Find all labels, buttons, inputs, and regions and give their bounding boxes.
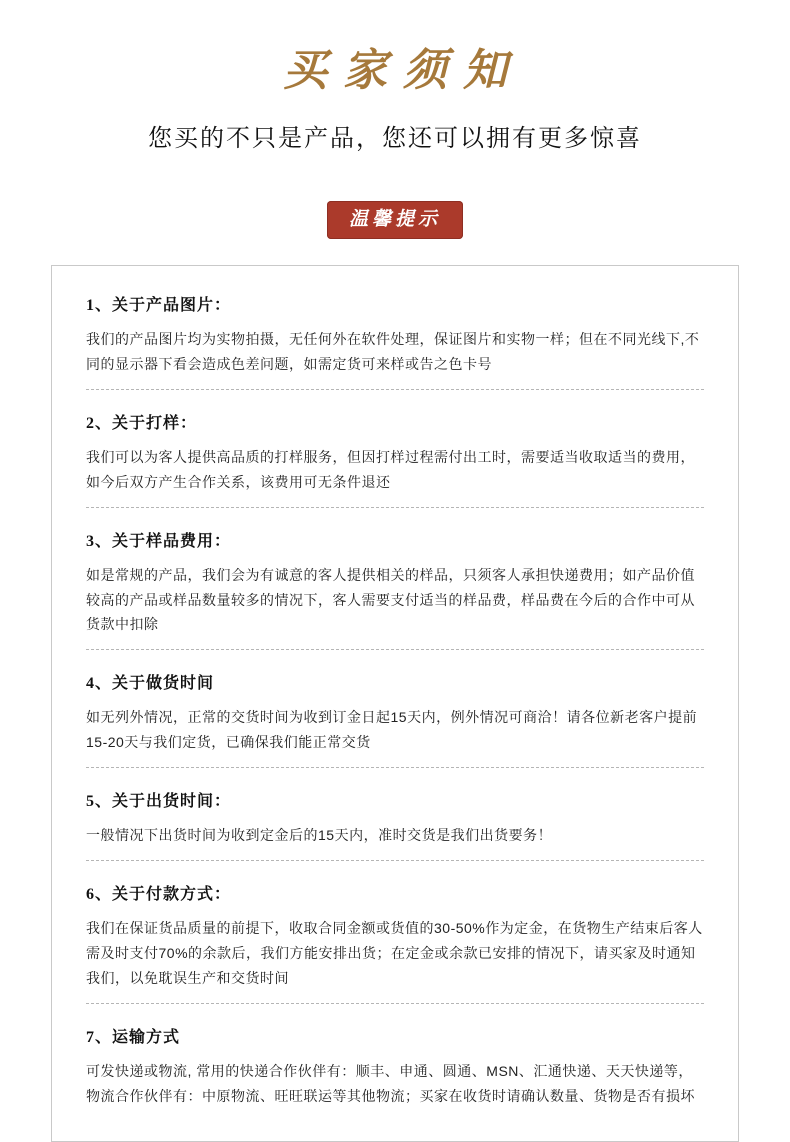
section-body: 我们的产品图片均为实物拍摄，无任何外在软件处理，保证图片和实物一样；但在不同光线下,不同的显示器下看会造成色差问题，如需定货可来样或告之色卡号 [86,331,700,372]
notice-section-payment-method [86,861,704,1004]
section-heading: 1、关于产品图片： [86,297,232,314]
notice-section-transport-method [86,1004,704,1121]
notice-section-production-time [86,650,704,768]
page-title: 买家须知 [283,45,523,96]
notice-section-sample-fee [86,508,704,651]
notice-section-proofing [86,390,704,508]
section-body: 一般情况下出货时间为收到定金后的15天内，准时交货是我们出货要务！ [86,827,553,844]
warm-tip-badge: 温馨提示 [327,201,463,239]
page-subtitle: 您买的不只是产品，您还可以拥有更多惊喜 [148,125,642,152]
section-body: 我们在保证货品质量的前提下，收取合同金额或货值的30-50%作为定金，在货物生产结束后客人需及时支付70%的余款后，我们方能安排出货；在定金或余款已安排的情况下，请买家及时通知我们，以免耽误生产和交货时间 [86,920,703,986]
section-heading: 6、关于付款方式： [86,886,232,904]
section-body: 我们可以为客人提供高品质的打样服务，但因打样过程需付出工时，需要适当收取适当的费用，如今后双方产生合作关系，该费用可无条件退还 [86,448,695,490]
section-body: 可发快递或物流, 常用的快递合作伙伴有：顺丰、申通、圆通、MSN、汇通快递、天天快递等，物流合作伙伴有：中原物流、旺旺联运等其他物流；买家在收货时请确认数量、货物是否有损坏 [86,1062,695,1104]
section-body: 如是常规的产品，我们会为有诚意的客人提供相关的样品，只须客人承担快递费用；如产品价值较高的产品或样品数量较多的情况下，客人需要支付适当的样品费，样品费在今后的合作中可从货款中扣除 [86,566,695,633]
section-heading: 7、运输方式 [86,1028,181,1046]
section-heading: 4、关于做货时间 [86,675,215,693]
section-heading: 3、关于样品费用： [86,532,232,550]
section-body: 如无列外情况，正常的交货时间为收到订金日起15天内，例外情况可商洽！请各位新老客户提前15-20天与我们定货，已确保我们能正常交货 [86,709,698,751]
notice-box [51,265,739,1142]
section-heading: 2、关于打样： [86,414,198,432]
notice-section-shipping-time [86,768,704,861]
notice-section-product-images [86,272,704,390]
section-heading: 5、关于出货时间： [86,793,232,811]
